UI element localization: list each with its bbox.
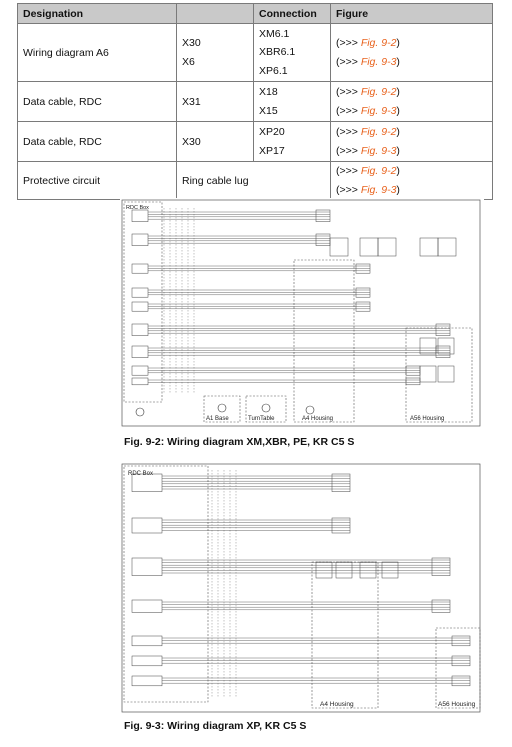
figure-cell bbox=[331, 24, 493, 82]
connector-block bbox=[132, 558, 162, 576]
figure-reference bbox=[336, 181, 487, 200]
connector-cell: X31 bbox=[177, 82, 254, 122]
figure-caption-9-2: Fig. 9-2: Wiring diagram XM,XBR, PE, KR C5 S bbox=[124, 436, 355, 448]
connector-block bbox=[360, 562, 376, 578]
ref-prefix: (>>> bbox=[336, 37, 361, 49]
figure-cell bbox=[331, 122, 493, 162]
ref-suffix: ) bbox=[396, 144, 400, 157]
table-header-row bbox=[18, 4, 493, 24]
connector-block bbox=[336, 562, 352, 578]
figure-link[interactable]: Fig. 9-3 bbox=[360, 183, 397, 196]
figure-reference bbox=[336, 102, 487, 121]
table-row bbox=[18, 82, 493, 122]
connector-block bbox=[436, 324, 450, 336]
connector-block bbox=[132, 518, 162, 533]
rdc-box-outline bbox=[124, 466, 208, 702]
a4-housing-label: A4 Housing bbox=[320, 701, 354, 708]
connection-value: XP20 bbox=[259, 126, 285, 138]
figure-cell bbox=[331, 162, 493, 200]
connector-block bbox=[332, 518, 350, 533]
ground-symbol bbox=[136, 408, 144, 416]
figure-link[interactable]: Fig. 9-3 bbox=[360, 104, 397, 117]
connector-cell bbox=[177, 24, 254, 82]
connection-cell bbox=[254, 82, 331, 122]
ref-suffix: ) bbox=[396, 165, 400, 177]
rdc-box-label: RDC Box bbox=[126, 205, 149, 211]
rdc-box-label: RDC Box bbox=[128, 471, 154, 477]
connection-value: XP6.1 bbox=[259, 64, 288, 77]
figure-reference bbox=[336, 53, 487, 72]
connector-value: X30 bbox=[182, 37, 201, 49]
ref-prefix: (>>> bbox=[336, 55, 361, 68]
figure-link[interactable]: Fig. 9-2 bbox=[360, 165, 397, 177]
a56-housing-outline bbox=[436, 628, 480, 708]
connector-block bbox=[132, 288, 148, 297]
connector-block bbox=[452, 636, 470, 646]
ref-suffix: ) bbox=[396, 126, 400, 138]
connector-block bbox=[132, 324, 148, 336]
a4-housing-outline bbox=[312, 562, 378, 708]
connector-block bbox=[420, 338, 436, 354]
connector-block bbox=[452, 656, 470, 666]
connector-value: X6 bbox=[182, 55, 195, 68]
header-designation: Designation bbox=[18, 4, 177, 24]
connection-cell bbox=[254, 122, 331, 162]
figure-link[interactable]: Fig. 9-3 bbox=[360, 55, 397, 68]
connector-block bbox=[330, 238, 348, 256]
designation-cell: Data cable, RDC bbox=[18, 82, 177, 122]
connector-block bbox=[382, 562, 398, 578]
ref-prefix: (>>> bbox=[336, 104, 361, 117]
figure-link[interactable]: Fig. 9-3 bbox=[360, 144, 397, 157]
connector-block bbox=[316, 562, 332, 578]
connection-table bbox=[17, 3, 493, 200]
connection-value: X15 bbox=[259, 104, 278, 117]
figure-reference bbox=[336, 123, 487, 142]
a56-housing-label: A56 Housing bbox=[410, 416, 445, 422]
ref-suffix: ) bbox=[396, 86, 400, 98]
a56-housing-label: A56 Housing bbox=[438, 701, 476, 708]
figure-caption-9-3: Fig. 9-3: Wiring diagram XP, KR C5 S bbox=[124, 720, 307, 732]
designation-cell: Wiring diagram A6 bbox=[18, 24, 177, 82]
connection-value: XBR6.1 bbox=[259, 46, 296, 59]
ref-prefix: (>>> bbox=[336, 165, 361, 177]
ref-suffix: ) bbox=[396, 183, 400, 196]
connector-block bbox=[132, 600, 162, 612]
ref-suffix: ) bbox=[396, 55, 400, 68]
diagram-frame bbox=[122, 200, 480, 426]
turntable-label: TurnTable bbox=[248, 416, 275, 422]
a4-housing-outline bbox=[294, 260, 354, 422]
connector-block bbox=[316, 234, 330, 246]
ref-prefix: (>>> bbox=[336, 144, 361, 157]
designation-cell: Data cable, RDC bbox=[18, 122, 177, 162]
figure-reference bbox=[336, 83, 487, 102]
header-figure: Figure bbox=[331, 4, 493, 24]
connector-block bbox=[132, 346, 148, 358]
connector-block bbox=[132, 366, 148, 375]
connection-value: X18 bbox=[259, 86, 278, 98]
connector-block bbox=[406, 378, 420, 385]
header-connector bbox=[177, 4, 254, 24]
wiring-diagram-2-drawing bbox=[120, 462, 484, 714]
figure-reference bbox=[336, 34, 487, 53]
designation-cell: Protective circuit bbox=[18, 162, 177, 200]
connector-block bbox=[452, 676, 470, 686]
ref-prefix: (>>> bbox=[336, 126, 361, 138]
header-connection: Connection bbox=[254, 4, 331, 24]
connector-block bbox=[132, 234, 148, 246]
figure-cell bbox=[331, 82, 493, 122]
diagram-frame bbox=[122, 464, 480, 712]
connector-block bbox=[132, 378, 148, 385]
connector-block bbox=[438, 238, 456, 256]
connector-block bbox=[132, 210, 148, 222]
figure-link[interactable]: Fig. 9-2 bbox=[360, 37, 397, 49]
connector-block bbox=[438, 366, 454, 382]
ground-symbol bbox=[262, 404, 270, 412]
connector-block bbox=[132, 636, 162, 646]
connector-block bbox=[420, 366, 436, 382]
connector-block bbox=[132, 302, 148, 311]
connector-block bbox=[132, 656, 162, 666]
connector-block bbox=[378, 238, 396, 256]
connector-block bbox=[360, 238, 378, 256]
ground-symbol bbox=[218, 404, 226, 412]
connection-value: XP17 bbox=[259, 144, 285, 157]
wiring-diagram-1-drawing bbox=[120, 198, 484, 430]
wiring-diagram-figure-1 bbox=[120, 198, 484, 430]
ground-symbol bbox=[306, 406, 314, 414]
connection-value: XM6.1 bbox=[259, 27, 290, 40]
ref-prefix: (>>> bbox=[336, 86, 361, 98]
connection-cell bbox=[254, 24, 331, 82]
table-row bbox=[18, 162, 493, 200]
ref-suffix: ) bbox=[396, 104, 400, 117]
a1-base-label: A1 Base bbox=[206, 416, 229, 422]
ref-prefix: (>>> bbox=[336, 183, 361, 196]
connector-block bbox=[316, 210, 330, 222]
figure-link[interactable]: Fig. 9-2 bbox=[360, 86, 397, 98]
ref-suffix: ) bbox=[396, 37, 400, 49]
figure-reference bbox=[336, 162, 487, 181]
figure-link[interactable]: Fig. 9-2 bbox=[360, 126, 397, 138]
table-row bbox=[18, 24, 493, 82]
table-row bbox=[18, 122, 493, 162]
connector-block bbox=[132, 676, 162, 686]
wiring-diagram-figure-2 bbox=[120, 462, 484, 714]
connector-cell: X30 bbox=[177, 122, 254, 162]
a4-housing-label: A4 Housing bbox=[302, 416, 334, 422]
connector-block bbox=[132, 264, 148, 273]
connector-cell: Ring cable lug bbox=[177, 162, 331, 200]
wire-bundle bbox=[132, 470, 470, 698]
figure-reference bbox=[336, 142, 487, 161]
connector-block bbox=[420, 238, 438, 256]
